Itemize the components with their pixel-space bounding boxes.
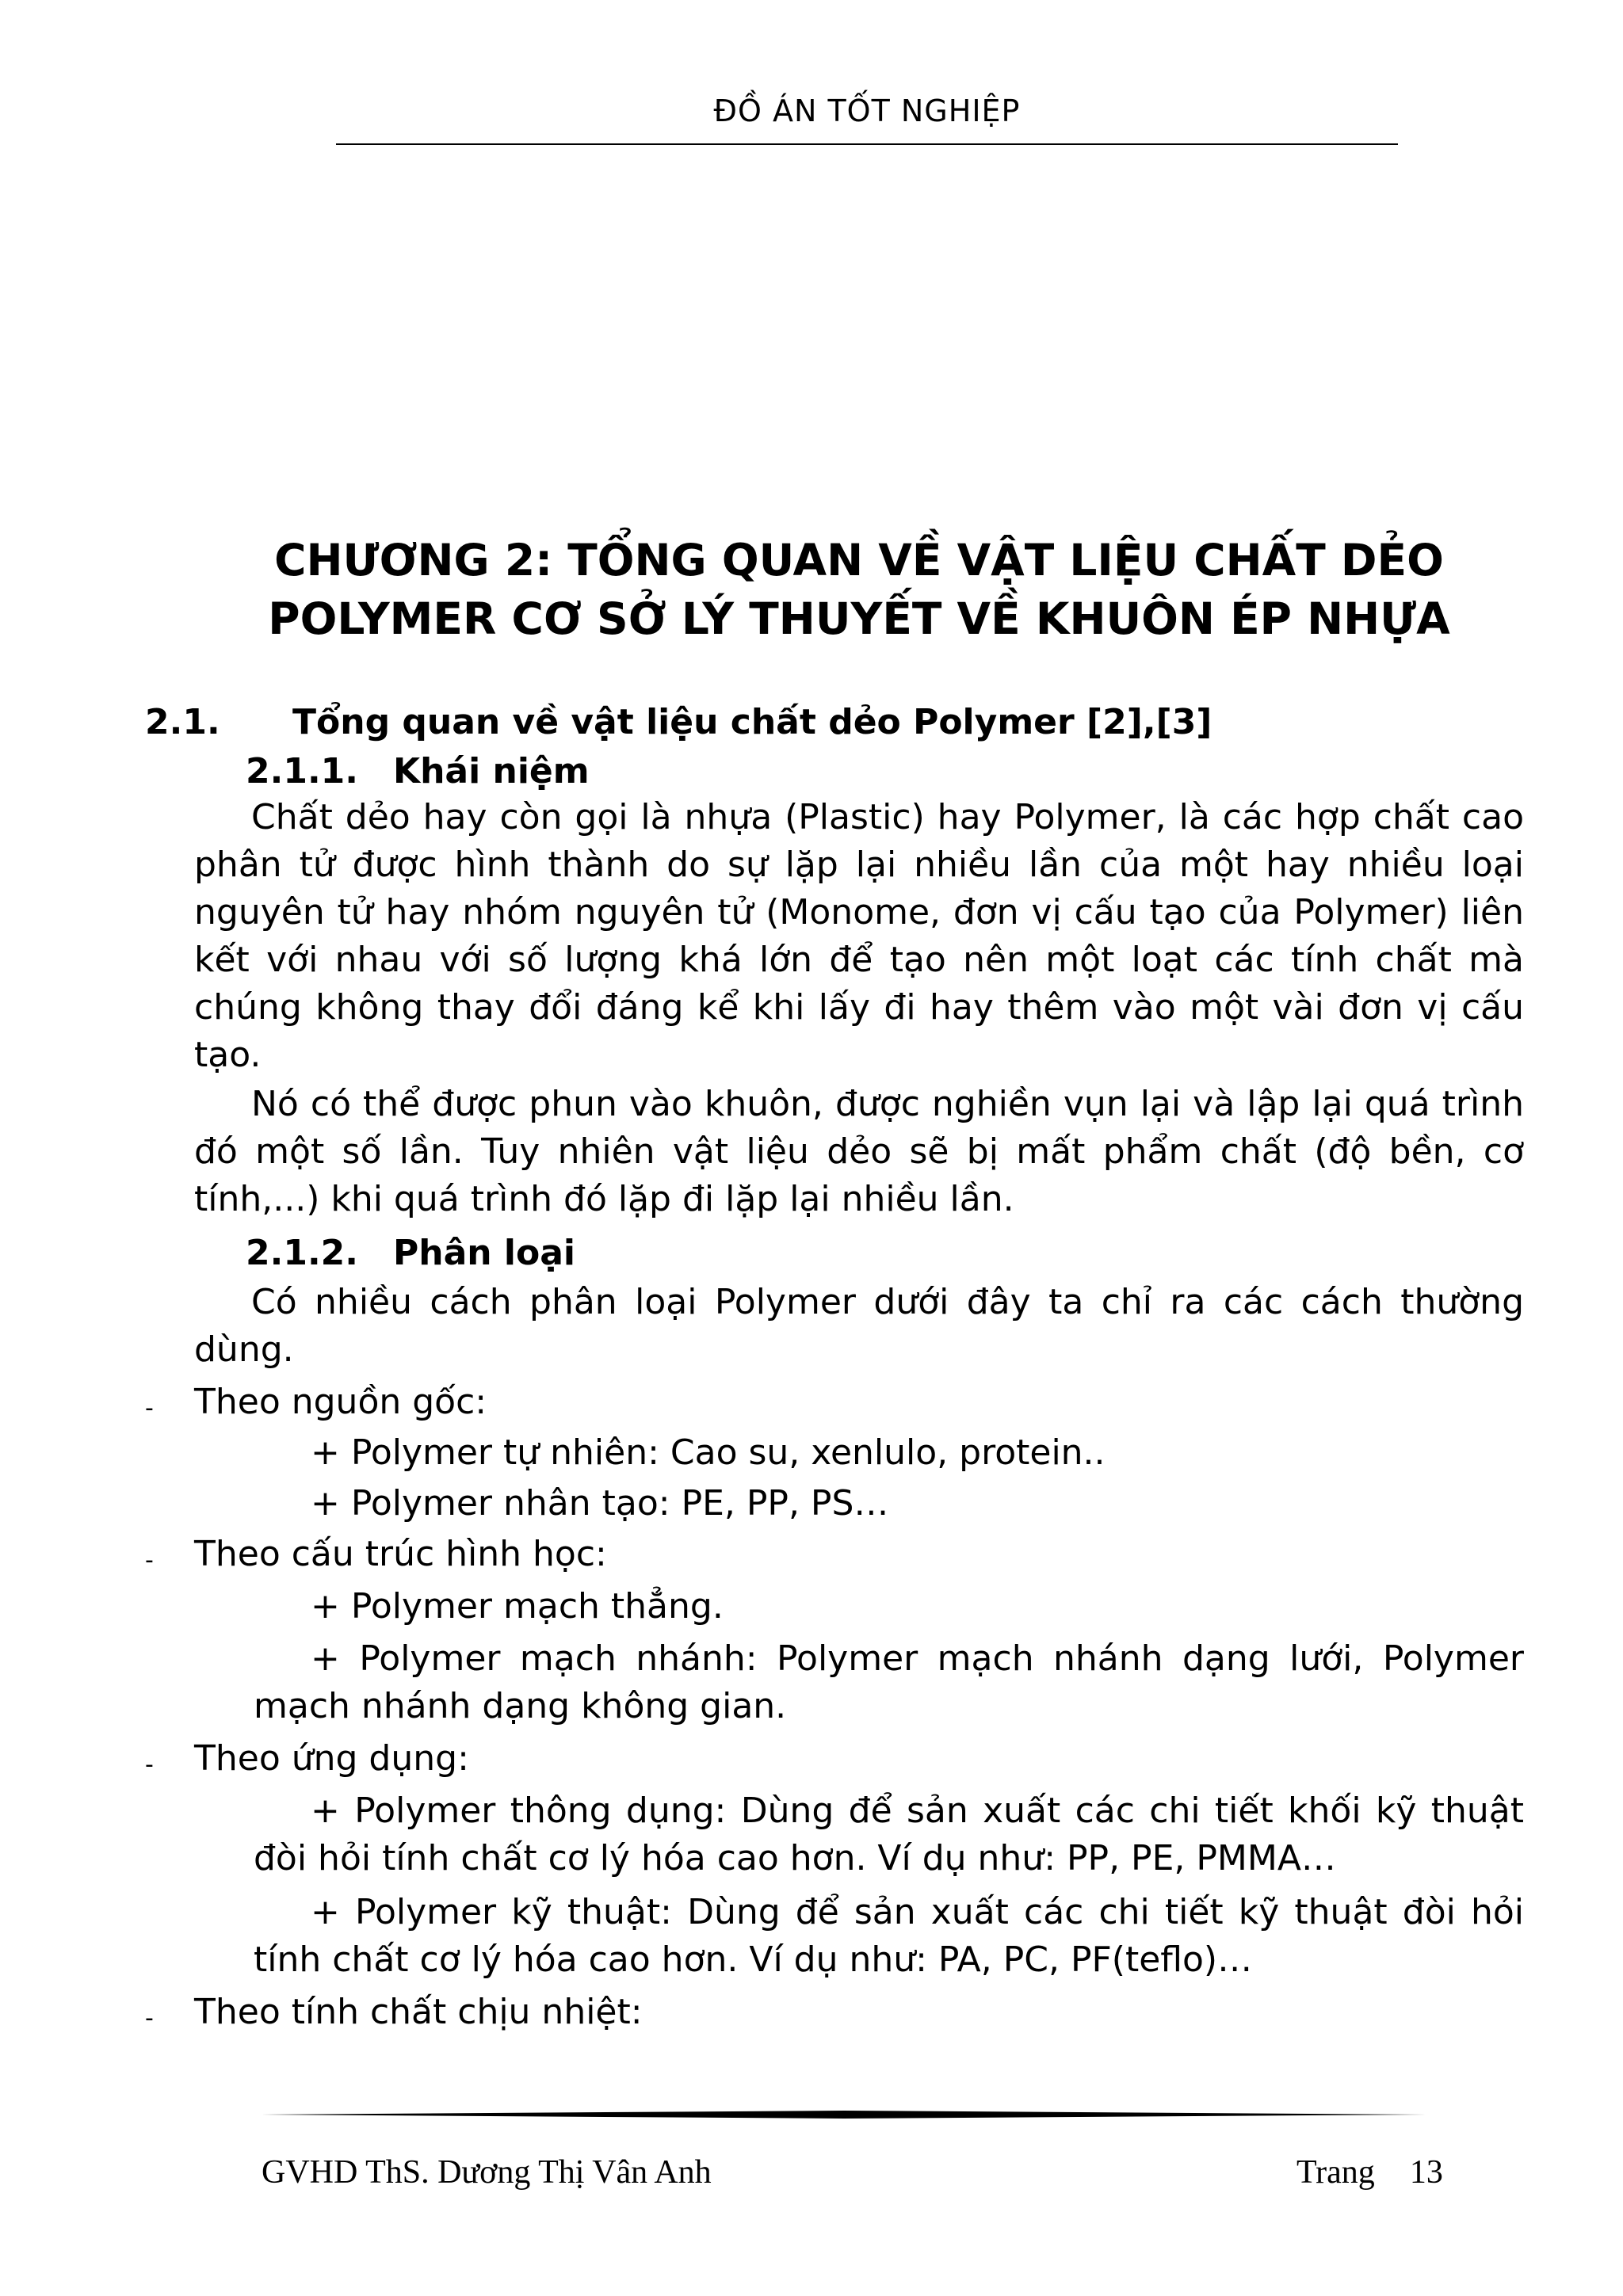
footer-rule	[262, 2111, 1426, 2119]
chapter-title-line-1: CHƯƠNG 2: TỔNG QUAN VỀ VẬT LIỆU CHẤT DẺO	[274, 535, 1444, 585]
list-subitem: + Polymer mạch nhánh: Polymer mạch nhánh dạng lưới, Polymer mạch nhánh dạng không gian.	[254, 1638, 1524, 1726]
section-title: Tổng quan về vật liệu chất dẻo Polymer [2],[3]	[292, 702, 1212, 742]
footer-page	[1296, 2153, 1443, 2191]
page-label: Trang	[1296, 2154, 1375, 2191]
list-subitem: + Polymer mạch thẳng.	[311, 1586, 724, 1627]
footer-advisor: GVHD ThS. Dương Thị Vân Anh	[262, 2154, 712, 2191]
subsection-title: Khái niệm	[393, 751, 590, 791]
paragraph-recycling: Nó có thể được phun vào khuôn, được nghiền vụn lại và lập lại quá trình đó một số lần. Tuy nhiên vật liệu dẻo sẽ bị mất phẩm chất (độ bền, cơ tính,...) khi quá trình đó lặp đi lặp lại nhiều lần.	[194, 1084, 1524, 1219]
list-subitem: + Polymer nhân tạo: PE, PP, PS…	[311, 1483, 889, 1524]
list-item-application: Theo ứng dụng:	[194, 1738, 469, 1779]
paragraph-definition: Chất dẻo hay còn gọi là nhựa (Plastic) hay Polymer, là các hợp chất cao phân tử được hình thành do sự lặp lại nhiều lần của một hay nhiều loại nguyên tử hay nhóm nguyên tử (Monome, đơn vị cấu tạo của Polymer) liên kết với nhau với số lượng khá lớn để tạo nên một loạt các tính chất mà chúng không thay đổi đáng kể khi lấy đi hay thêm vào một vài đơn vị cấu tạo.	[194, 797, 1524, 1075]
page-header: ĐỒ ÁN TỐT NGHIỆP	[713, 93, 1021, 128]
subsection-heading-classification	[246, 1231, 575, 1276]
list-item-origin: Theo nguồn gốc:	[194, 1382, 487, 1422]
bullet-dash: -	[145, 2004, 154, 2032]
list-subitem: + Polymer kỹ thuật: Dùng để sản xuất các chi tiết kỹ thuật đòi hỏi tính chất cơ lý hóa cao hơn. Ví dụ như: PA, PC, PF(teflo)…	[254, 1892, 1524, 1980]
bullet-dash: -	[145, 1751, 154, 1779]
subsection-number: 2.1.1.	[246, 751, 358, 791]
section-heading	[145, 700, 1212, 745]
list-subitem: + Polymer tự nhiên: Cao su, xenlulo, protein..	[311, 1432, 1106, 1473]
subsection-title: Phân loại	[393, 1233, 575, 1273]
chapter-title	[143, 531, 1575, 648]
section-number: 2.1.	[145, 702, 220, 742]
header-rule	[336, 143, 1398, 145]
bullet-dash: -	[145, 1394, 154, 1422]
bullet-dash: -	[145, 1547, 154, 1574]
subsection-heading-concept	[246, 749, 590, 794]
paragraph-classification-intro: Có nhiều cách phân loại Polymer dưới đây ta chỉ ra các cách thường dùng.	[194, 1282, 1524, 1370]
list-item-heat: Theo tính chất chịu nhiệt:	[194, 1992, 643, 2032]
list-subitem: + Polymer thông dụng: Dùng để sản xuất các chi tiết khối kỹ thuật đòi hỏi tính chất cơ lý hóa cao hơn. Ví dụ như: PP, PE, PMMA…	[254, 1791, 1524, 1878]
chapter-title-line-2: POLYMER CƠ SỞ LÝ THUYẾT VỀ KHUÔN ÉP NHỰA	[268, 593, 1450, 644]
list-item-geometry: Theo cấu trúc hình học:	[194, 1534, 607, 1574]
page-number: 13	[1409, 2154, 1443, 2191]
subsection-number: 2.1.2.	[246, 1233, 358, 1273]
